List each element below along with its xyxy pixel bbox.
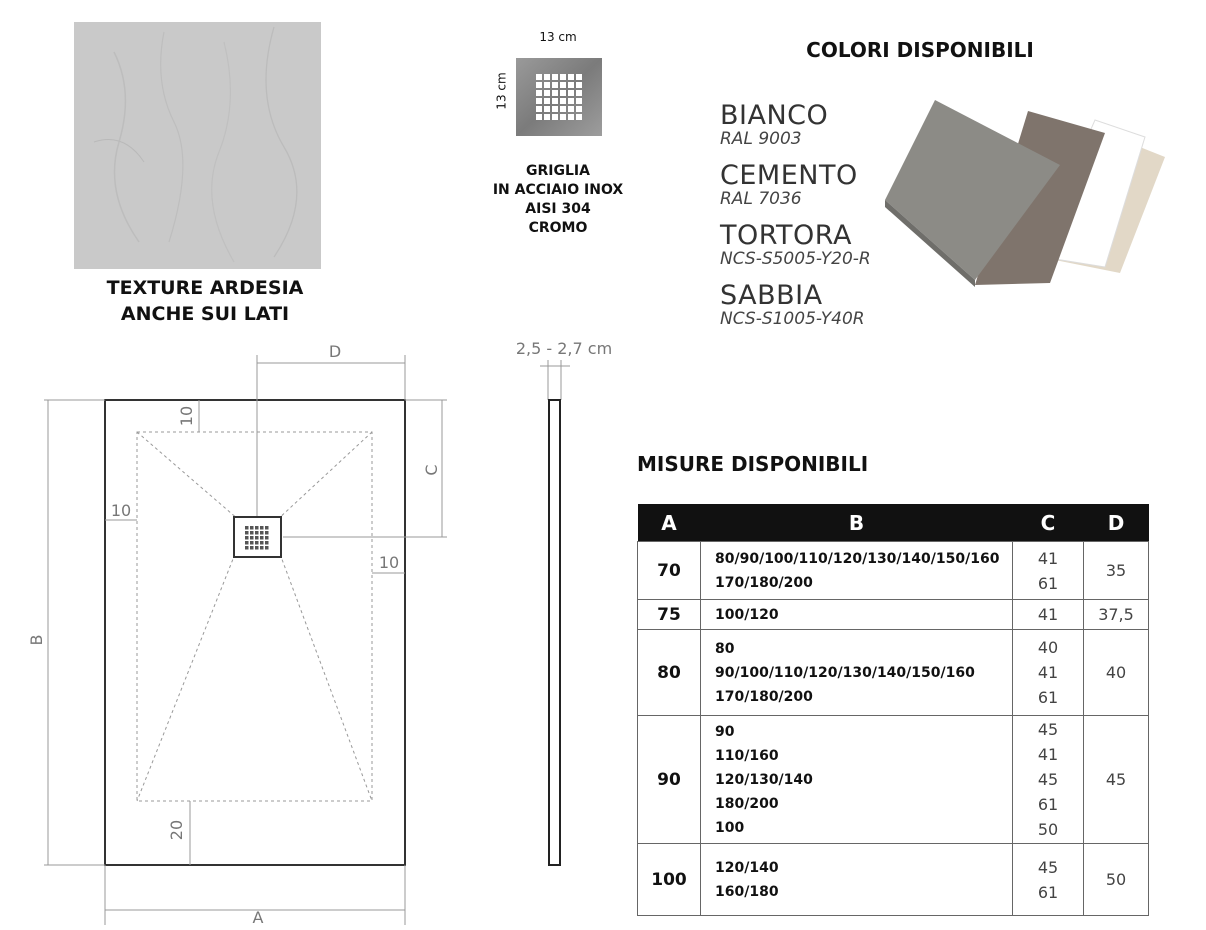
table-row	[638, 630, 1149, 716]
cell-a: 70	[638, 542, 701, 600]
cell-b-line: 80	[715, 640, 735, 657]
cell-d: 40	[1084, 630, 1149, 716]
grate-hole	[552, 90, 558, 96]
cell-b-line: 80/90/100/110/120/130/140/150/160	[715, 550, 1000, 567]
color-code: NCS-S5005-Y20-R	[720, 249, 871, 269]
cell-a: 90	[638, 716, 701, 844]
grate-hole	[536, 114, 542, 120]
cell-c-line: 61	[1037, 882, 1059, 902]
drain-hole	[250, 546, 254, 550]
color-item-tortora	[720, 222, 871, 282]
drain-hole	[250, 536, 254, 540]
label-d: D	[328, 342, 342, 361]
drain-hole	[255, 531, 259, 535]
texture-caption	[60, 275, 350, 327]
grate-hole	[568, 98, 574, 104]
grate-hole	[544, 106, 550, 112]
header-a: A	[638, 504, 701, 542]
drain-hole	[255, 541, 259, 545]
cell-d: 45	[1084, 716, 1149, 844]
drain-hole	[265, 531, 269, 535]
drain-hole	[250, 541, 254, 545]
drain-hole	[265, 526, 269, 530]
header-b: B	[701, 504, 1013, 542]
cell-d: 50	[1084, 844, 1149, 916]
texture-swatch-image	[74, 22, 321, 269]
drain-hole	[255, 536, 259, 540]
color-list	[720, 102, 871, 342]
grate-hole	[544, 98, 550, 104]
label-c: C	[422, 464, 441, 476]
label-20: 20	[167, 819, 186, 841]
cell-b-line: 100	[715, 819, 745, 836]
cell-c	[1013, 600, 1084, 630]
cell-c-line: 41	[1037, 745, 1059, 764]
header-d: D	[1084, 504, 1149, 542]
color-item-cemento	[720, 162, 871, 222]
drain-hole	[245, 536, 249, 540]
grate-hole	[576, 74, 582, 80]
grate-hole	[576, 90, 582, 96]
color-name: SABBIA	[720, 280, 823, 311]
label-10-top: 10	[177, 405, 196, 427]
drain-area-outline	[137, 432, 372, 801]
drain-hole	[265, 546, 269, 550]
grate-hole	[536, 74, 542, 80]
grate-hole	[560, 106, 566, 112]
sizes-title: MISURE DISPONIBILI	[637, 452, 869, 476]
grate-image	[516, 58, 602, 136]
grate-hole	[552, 114, 558, 120]
cell-b-line: 120/140	[715, 859, 779, 876]
cell-c-line: 45	[1037, 720, 1059, 739]
cell-a: 80	[638, 630, 701, 716]
grate-hole	[568, 82, 574, 88]
cell-c-line: 41	[1037, 605, 1059, 624]
grate-caption-line: IN ACCIAIO INOX	[492, 182, 624, 198]
color-swatches-image	[880, 95, 1170, 305]
cell-a: 75	[638, 600, 701, 630]
cell-c	[1013, 630, 1084, 716]
grate-hole	[560, 114, 566, 120]
grate-hole	[544, 90, 550, 96]
label-10-left: 10	[110, 501, 132, 520]
label-10-right: 10	[378, 553, 400, 572]
cell-c-line: 41	[1037, 548, 1059, 568]
color-code: RAL 7036	[720, 189, 802, 209]
grate-hole	[560, 74, 566, 80]
table-header-row	[638, 504, 1149, 542]
cell-c-line: 61	[1037, 795, 1059, 814]
cell-c	[1013, 844, 1084, 916]
grate-hole	[560, 98, 566, 104]
cell-a: 100	[638, 844, 701, 916]
drain-hole	[245, 526, 249, 530]
tray-side-profile	[549, 400, 560, 865]
header-c: C	[1013, 504, 1084, 542]
grate-hole	[536, 98, 542, 104]
grate-caption	[470, 162, 646, 238]
grate-hole	[536, 82, 542, 88]
grate-hole	[536, 106, 542, 112]
color-name: CEMENTO	[720, 160, 858, 191]
cell-b-line: 90	[715, 723, 735, 740]
cell-b	[701, 716, 1013, 844]
grate-hole	[576, 114, 582, 120]
grate-hole	[560, 82, 566, 88]
grate-hole	[560, 90, 566, 96]
slate-texture-graphic	[74, 22, 321, 269]
label-a: A	[252, 908, 264, 927]
drain-hole	[260, 531, 264, 535]
grate-hole	[568, 90, 574, 96]
cell-b	[701, 630, 1013, 716]
grate-hole	[568, 114, 574, 120]
drain-hole	[255, 546, 259, 550]
drain-hole	[260, 526, 264, 530]
cell-b-line: 110/160	[715, 747, 779, 764]
cell-c-line: 61	[1037, 688, 1059, 707]
cell-c-line: 50	[1037, 820, 1059, 839]
label-b: B	[27, 634, 46, 646]
cell-d: 35	[1084, 542, 1149, 600]
drain-hole	[250, 526, 254, 530]
grate-hole	[544, 114, 550, 120]
grate-hole	[544, 82, 550, 88]
table-row	[638, 844, 1149, 916]
grate-icon	[516, 58, 602, 136]
grate-hole	[576, 106, 582, 112]
drain-hole	[250, 531, 254, 535]
grate-caption-line: GRIGLIA	[526, 163, 590, 179]
drain-hole	[245, 541, 249, 545]
drain-hole	[265, 541, 269, 545]
colors-title: COLORI DISPONIBILI	[806, 38, 1034, 62]
cell-b	[701, 542, 1013, 600]
color-item-sabbia	[720, 282, 871, 342]
grate-hole	[576, 82, 582, 88]
grate-hole	[552, 74, 558, 80]
cell-b-line: 120/130/140	[715, 771, 813, 788]
grate-hole	[576, 98, 582, 104]
grate-height-label: 13 cm	[494, 72, 509, 110]
cell-c-line: 61	[1037, 573, 1059, 593]
texture-caption-line1: TEXTURE ARDESIA	[106, 277, 304, 299]
drain-hole	[255, 526, 259, 530]
color-code: RAL 9003	[720, 129, 802, 149]
cell-b	[701, 600, 1013, 630]
grate-caption-line: CROMO	[528, 220, 588, 236]
cell-c-line: 41	[1037, 663, 1059, 682]
tray-outline	[105, 400, 405, 865]
drain-hole	[265, 536, 269, 540]
drain-hole	[260, 541, 264, 545]
color-item-bianco	[720, 102, 871, 162]
cell-c	[1013, 716, 1084, 844]
color-name: TORTORA	[720, 220, 852, 251]
color-code: NCS-S1005-Y40R	[720, 309, 865, 329]
table-row	[638, 542, 1149, 600]
sizes-table	[637, 504, 1149, 916]
cell-b-line: 90/100/110/120/130/140/150/160	[715, 664, 975, 681]
grate-hole	[552, 106, 558, 112]
cell-b-line: 160/180	[715, 883, 779, 900]
grate-hole	[536, 90, 542, 96]
grate-width-label: 13 cm	[539, 30, 577, 44]
grate-hole	[552, 82, 558, 88]
grate-hole	[568, 74, 574, 80]
cell-d: 37,5	[1084, 600, 1149, 630]
cell-c-line: 45	[1037, 857, 1059, 877]
cell-c-line: 40	[1037, 638, 1059, 657]
texture-caption-line2: ANCHE SUI LATI	[120, 303, 290, 325]
color-name: BIANCO	[720, 100, 829, 131]
cell-b-line: 170/180/200	[715, 688, 813, 705]
drain-hole	[245, 546, 249, 550]
table-row	[638, 600, 1149, 630]
cell-b-line: 180/200	[715, 795, 779, 812]
technical-drawing	[0, 330, 630, 930]
grate-hole	[552, 98, 558, 104]
cell-c-line: 45	[1037, 770, 1059, 789]
grate-hole	[544, 74, 550, 80]
cell-c	[1013, 542, 1084, 600]
cell-b	[701, 844, 1013, 916]
cell-b-line: 170/180/200	[715, 574, 813, 591]
drain-hole	[260, 536, 264, 540]
drain-hole	[260, 546, 264, 550]
grate-caption-line: AISI 304	[525, 201, 591, 217]
cell-b-line: 100/120	[715, 606, 779, 623]
table-row	[638, 716, 1149, 844]
grate-hole	[568, 106, 574, 112]
drain-hole	[245, 531, 249, 535]
label-thickness: 2,5 - 2,7 cm	[515, 339, 613, 358]
